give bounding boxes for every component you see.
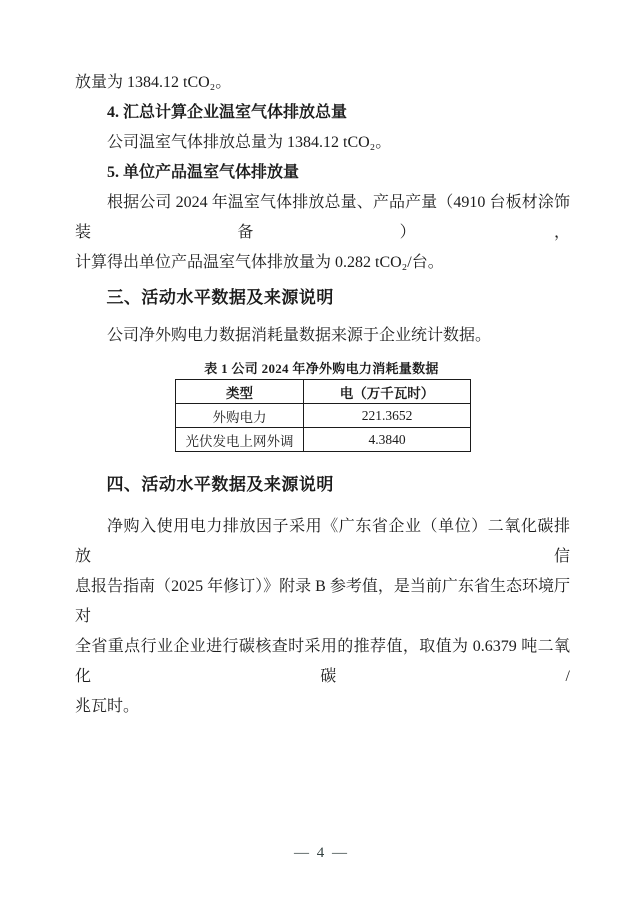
table-header-electricity: 电（万千瓦时） <box>304 380 471 404</box>
table-row <box>176 428 471 452</box>
table-header-type: 类型 <box>176 380 304 404</box>
paragraph-activity-data: 公司净外购电力数据消耗量数据来源于企业统计数据。 <box>107 327 492 344</box>
heading-item-5: 5. 单位产品温室气体排放量 <box>107 164 300 181</box>
paragraph-emission-factor <box>75 512 570 722</box>
section-four-heading: 四、活动水平数据及来源说明 <box>106 475 334 494</box>
paragraph-total-emission: 公司温室气体排放总量为 1384.12 tCO₂。 <box>107 134 392 151</box>
table-cell-type: 光伏发电上网外调 <box>176 428 304 452</box>
table-header-row <box>176 380 471 404</box>
electricity-table-block <box>175 359 468 452</box>
table-cell-value: 221.3652 <box>304 404 471 428</box>
paragraph-emission-factor-line2: 息报告指南（2025 年修订）》附录 B 参考值，是当前广东省生态环境厅对 <box>75 578 570 625</box>
paragraph-unit-emission <box>75 188 570 278</box>
electricity-consumption-table <box>175 379 471 452</box>
paragraph-emission-factor-line3: 全省重点行业企业进行碳核查时采用的推荐值，取值为 0.6379 吨二氧化碳/ <box>75 638 570 685</box>
paragraph-emission-factor-line4: 兆瓦时。 <box>75 698 140 715</box>
table-row <box>176 404 471 428</box>
table-cell-type: 外购电力 <box>176 404 304 428</box>
table-cell-value: 4.3840 <box>304 428 471 452</box>
heading-item-4: 4. 汇总计算企业温室气体排放总量 <box>107 104 348 121</box>
section-three-heading: 三、活动水平数据及来源说明 <box>106 288 334 307</box>
paragraph-continuation: 放量为 1384.12 tCO₂。 <box>75 74 232 91</box>
paragraph-emission-factor-line1: 净购入使用电力排放因子采用《广东省企业（单位）二氧化碳排放信 <box>75 518 570 565</box>
page-number: — 4 — <box>294 845 349 861</box>
table-caption: 表 1 公司 2024 年净外购电力消耗量数据 <box>204 361 439 376</box>
paragraph-unit-emission-line2: 计算得出单位产品温室气体排放量为 0.282 tCO₂/台。 <box>75 254 444 271</box>
paragraph-unit-emission-line1: 根据公司 2024 年温室气体排放总量、产品产量（4910 台板材涂饰装备）， <box>75 194 570 241</box>
